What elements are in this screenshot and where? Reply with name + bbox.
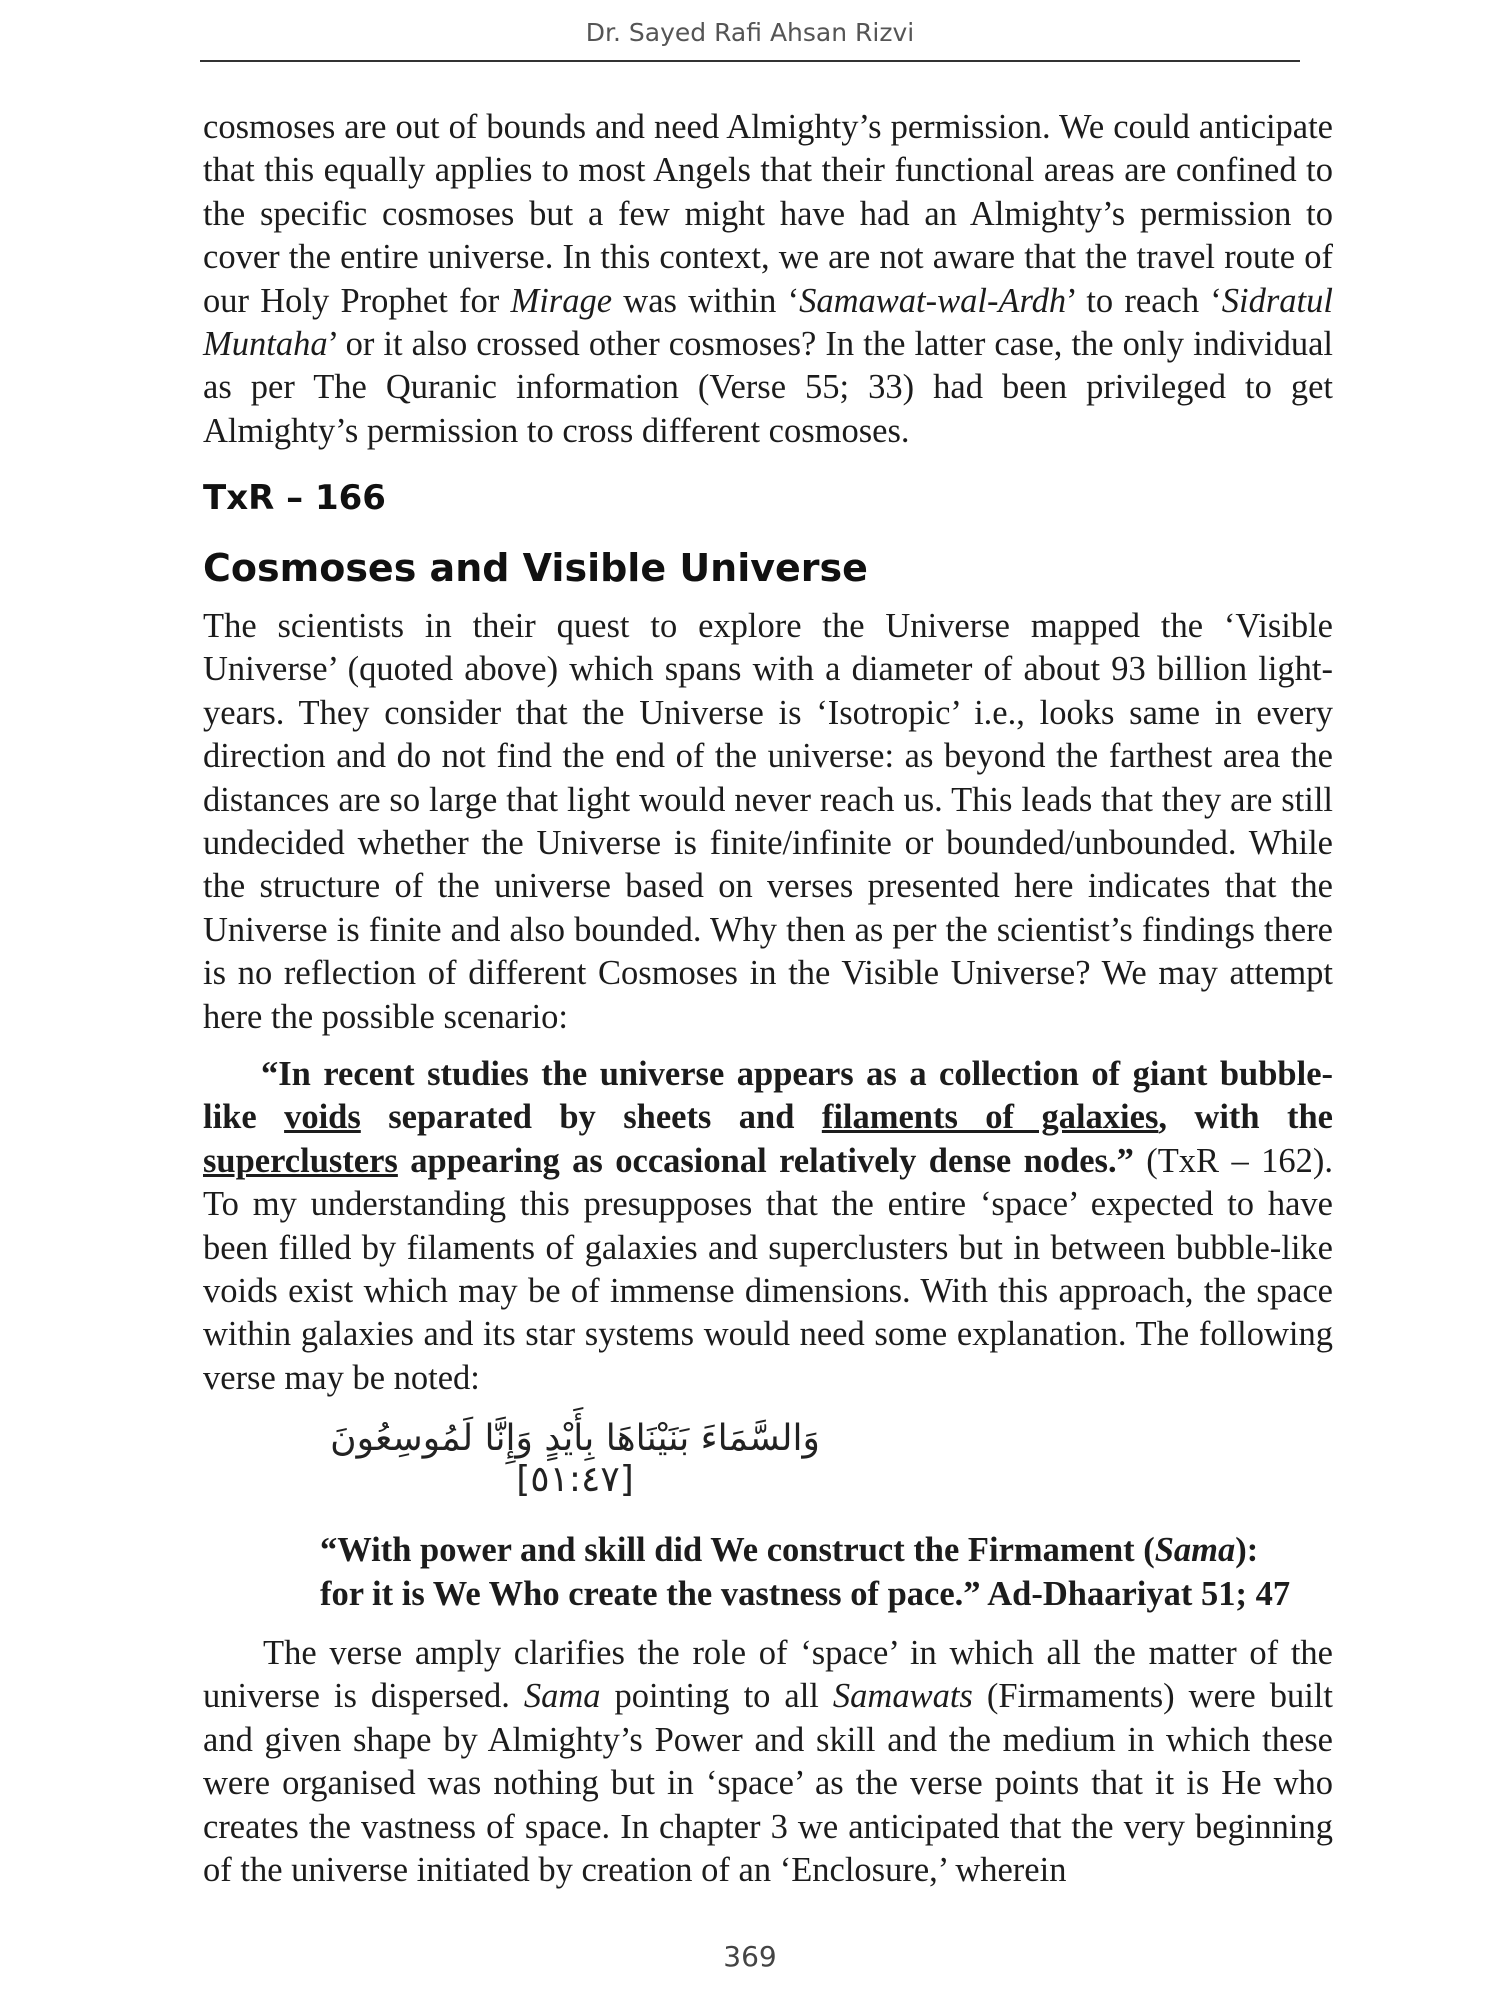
p1-italic-samawat: Samawat-wal-Ardh xyxy=(799,281,1067,320)
paragraph-quote xyxy=(203,1053,1333,1400)
p4-italic-samawats: Samawats xyxy=(832,1677,973,1716)
quote-reference: (TxR – 162). xyxy=(1133,1141,1333,1180)
arabic-verse: وَالسَّمَاءَ بَنَيْنَاهَا بِأَيْدٍ وَإِنَّا لَمُوسِعُونَ [٥١:٤٧] xyxy=(330,1418,820,1500)
paragraph-space xyxy=(203,1632,1333,1892)
p4-text-2: pointing to all xyxy=(600,1677,833,1716)
header-rule xyxy=(200,60,1300,62)
paragraph-3-rest: To my understanding this presupposes that the entire ‘space’ expected to have been filled by filaments of galaxies and superclusters but in between bubble-like voids exist which may be of immense dimensions. With this approach, the space within galaxies and its star systems would need some explanation. The following verse may be noted: xyxy=(203,1185,1333,1397)
paragraph-continuation xyxy=(203,106,1333,453)
quote-voids: voids xyxy=(284,1098,361,1137)
page-number: 369 xyxy=(723,1940,777,1973)
verse-translation xyxy=(320,1528,1300,1616)
p1-italic-sidratul: Sidratul Muntaha xyxy=(203,281,1333,364)
p1-text-4: ’ or it also crossed other cosmoses? In the latter case, the only individual as per The Quranic information (Verse 55; 33) had been privileged to get Almighty’s permission to cross different cosmoses. xyxy=(203,325,1333,450)
translation-text-2: ): for it is We Who create the vastness of pace.” Ad-Dhaariyat 51; 47 xyxy=(320,1531,1291,1613)
translation-sama: Sama xyxy=(1154,1531,1236,1569)
p1-italic-mirage: Mirage xyxy=(510,281,613,320)
quote-text-2: separated by sheets and xyxy=(360,1098,822,1137)
section-title: Cosmoses and Visible Universe xyxy=(203,546,868,590)
translation-text-1: “With power and skill did We construct the Firmament ( xyxy=(320,1531,1155,1569)
running-head-author: Dr. Sayed Rafi Ahsan Rizvi xyxy=(585,18,915,47)
p1-text-2: was within ‘ xyxy=(612,281,800,320)
quote-superclusters: superclusters xyxy=(203,1141,398,1180)
section-label: TxR – 166 xyxy=(203,478,386,518)
p1-text-3: ’ to reach ‘ xyxy=(1066,281,1222,320)
p4-text-1: The verse amply clarifies the role of ‘space’ in which all the matter of the universe is dispersed. xyxy=(203,1634,1333,1716)
quote-filaments: filaments of galaxies xyxy=(821,1098,1159,1137)
quote-text-3: , with the xyxy=(1158,1098,1333,1137)
p4-italic-sama: Sama xyxy=(523,1677,601,1716)
paragraph-visible-universe: The scientists in their quest to explore the Universe mapped the ‘Visible Universe’ (quoted above) which spans with a diameter of about 93 billion light-years. They consider that the Universe is ‘Isotropic’ i.e., looks same in every direction and do not find the end of the universe: as beyond the farthest area the distances are so large that light would never reach us. This leads that they are still undecided whether the Universe is finite/infinite or bounded/unbounded. While the structure of the universe based on verses presented here indicates that the Universe is finite and also bounded. Why then as per the scientist’s findings there is no reflection of different Cosmoses in the Visible Universe? We may attempt here the possible scenario: xyxy=(203,607,1333,1036)
p4-text-3: (Firmaments) were built and given shape by Almighty’s Power and skill and the medium in which these were organised was nothing but in ‘space’ as the verse points that it is He who creates the vastness of space. In chapter 3 we anticipated that the very beginning of the universe initiated by creation of an ‘Enclosure,’ wherein xyxy=(203,1677,1333,1890)
p1-text-1: cosmoses are out of bounds and need Almighty’s permission. We could anticipate that this equally applies to most Angels that their functional areas are confined to the specific cosmoses but a few might have had an Almighty’s permission to cover the entire universe. In this context, we are not aware that the travel route of our Holy Prophet for xyxy=(203,108,1333,320)
quote-text-4: appearing as occasional relatively dense nodes.” xyxy=(397,1141,1134,1180)
quote-text-1: “In recent studies the universe appears as a collection of giant bubble-like xyxy=(203,1055,1333,1137)
